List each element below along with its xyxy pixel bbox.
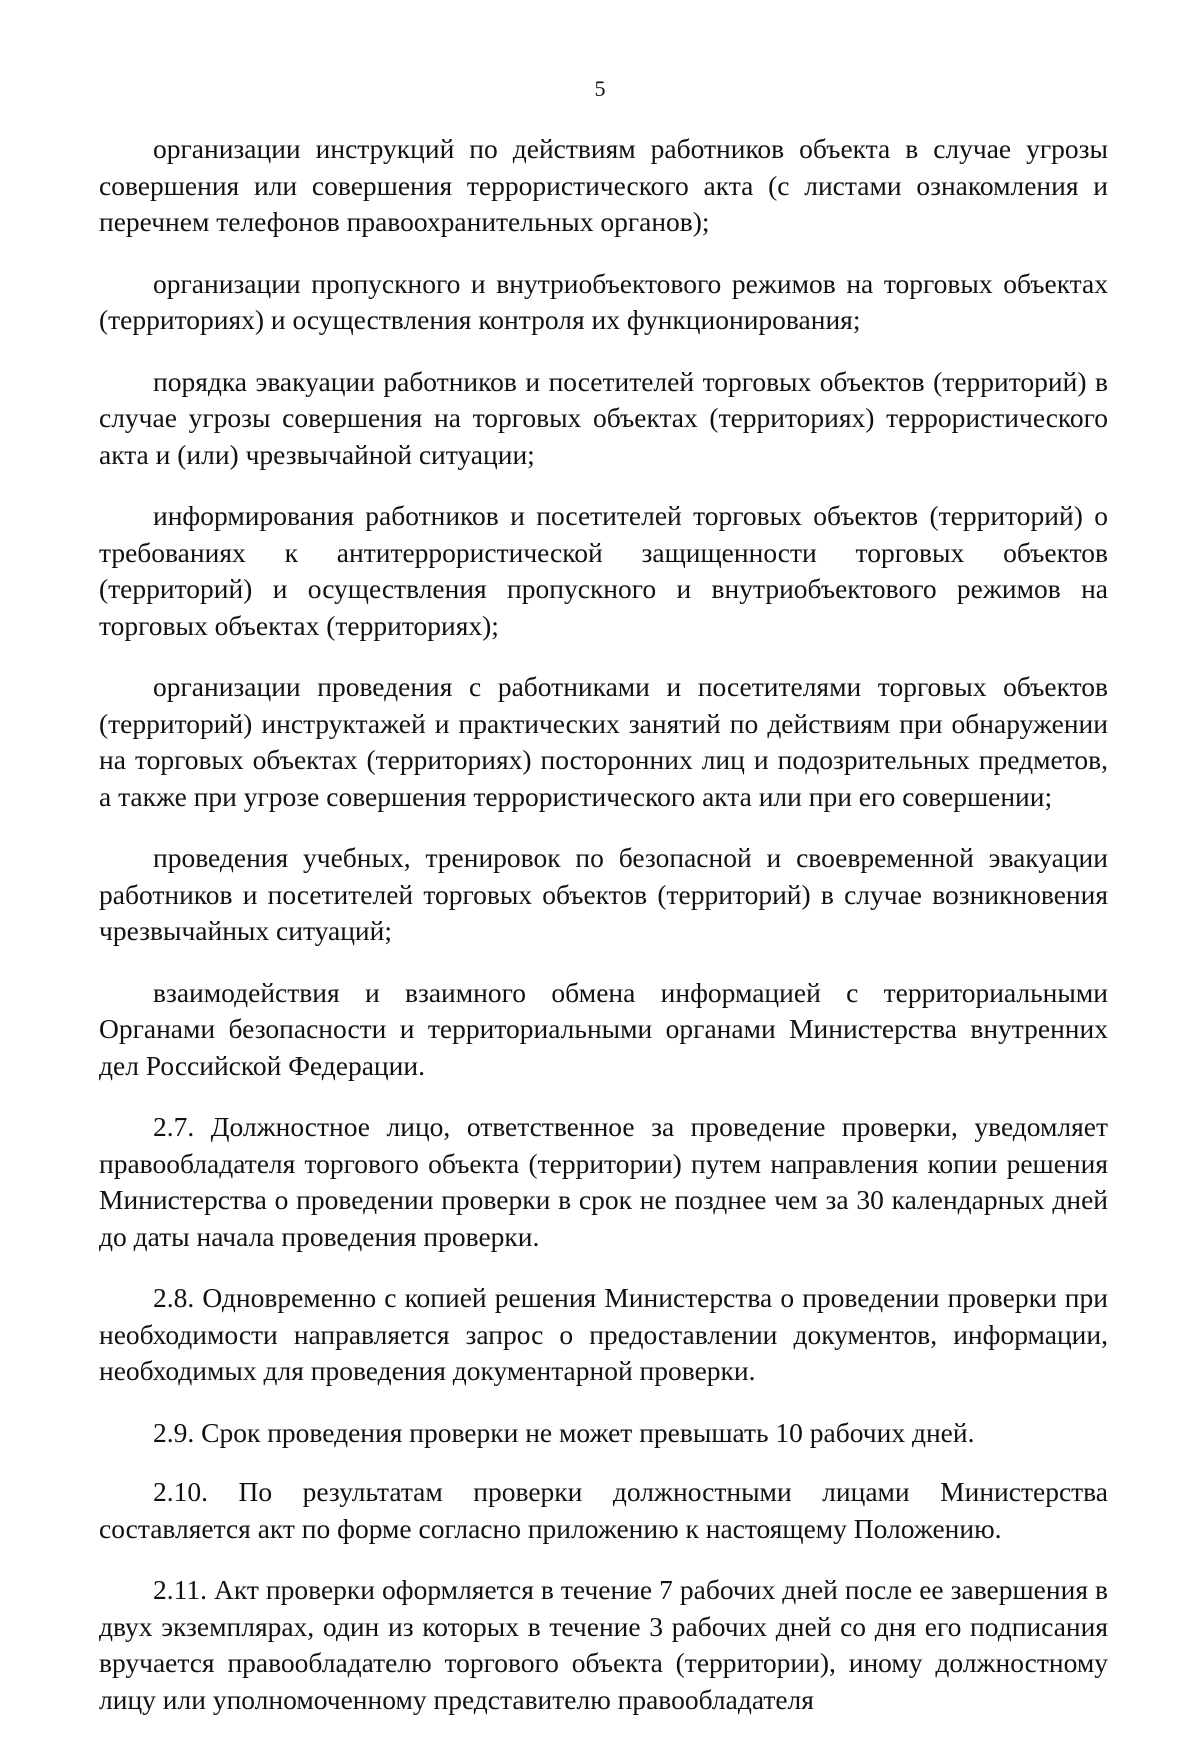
document-body — [99, 131, 1108, 1743]
paragraph-2-7: 2.7. Должностное лицо, ответственное за проведение проверки, уведомляет правообладателя торгового объекта (территории) путем направления копии решения Министерства о проведении проверки в срок не позднее чем за 30 календарных дней до даты начала проведения проверки. — [99, 1111, 1108, 1252]
paragraph-cooperation: взаимодействия и взаимного обмена информацией с территориальными Органами безопасности и территориальными органами Министерства внутренних дел Российской Федерации. — [99, 976, 1108, 1081]
paragraph-evacuation-training: проведения учебных, тренировок по безопасной и своевременной эвакуации работников и посетителей торговых объектов (территорий) в случае возникновения чрезвычайных ситуаций; — [99, 842, 1108, 946]
paragraph-instructions: организации инструкций по действиям работников объекта в случае угрозы совершения или совершения террористического акта (с листами ознакомления и перечнем телефонов правоохранительных органов); — [99, 133, 1108, 237]
paragraph-2-8: 2.8. Одновременно с копией решения Министерства о проведении проверки при необходимости направляется запрос о предоставлении документов, информации, необходимых для проведения документарной проверки. — [99, 1282, 1108, 1386]
paragraph-informing-visitors: информирования работников и посетителей торговых объектов (территорий) о требованиях к антитеррористической защищенности торговых объектов (территорий) и осуществления пропускного и внутриобъектового режимов на торговых объектах (территориях); — [99, 500, 1108, 641]
paragraph-2-11: 2.11. Акт проверки оформляется в течение 7 рабочих дней после ее завершения в двух экземплярах, один из которых в течение 3 рабочих дней со дня его подписания вручается правообладателю торгового объекта (территории), иному должностному лицу или уполномоченному представителю правообладателя — [99, 1574, 1108, 1715]
page-number: 5 — [594, 76, 606, 101]
paragraph-access-regime: организации пропускного и внутриобъектового режимов на торговых объектах (территориях) и осуществления контроля их функционирования; — [99, 267, 1108, 335]
paragraph-2-9: 2.9. Срок проведения проверки не может превышать 10 рабочих дней. — [153, 1416, 975, 1448]
paragraph-evacuation-procedure: порядка эвакуации работников и посетителей торговых объектов (территорий) в случае угрозы совершения на торговых объектах (территориях) террористического акта и (или) чрезвычайной ситуации; — [99, 365, 1108, 470]
paragraph-briefings: организации проведения с работниками и посетителями торговых объектов (территорий) инструктажей и практических занятий по действиям при обнаружении на торговых объектах (территориях) посторонних лиц и подозрительных предметов, а также при угрозе совершения террористического акта или при его совершении; — [99, 671, 1108, 812]
paragraph-2-10: 2.10. По результатам проверки должностными лицами Министерства составляется акт по форме согласно приложению к настоящему Положению. — [99, 1476, 1108, 1544]
